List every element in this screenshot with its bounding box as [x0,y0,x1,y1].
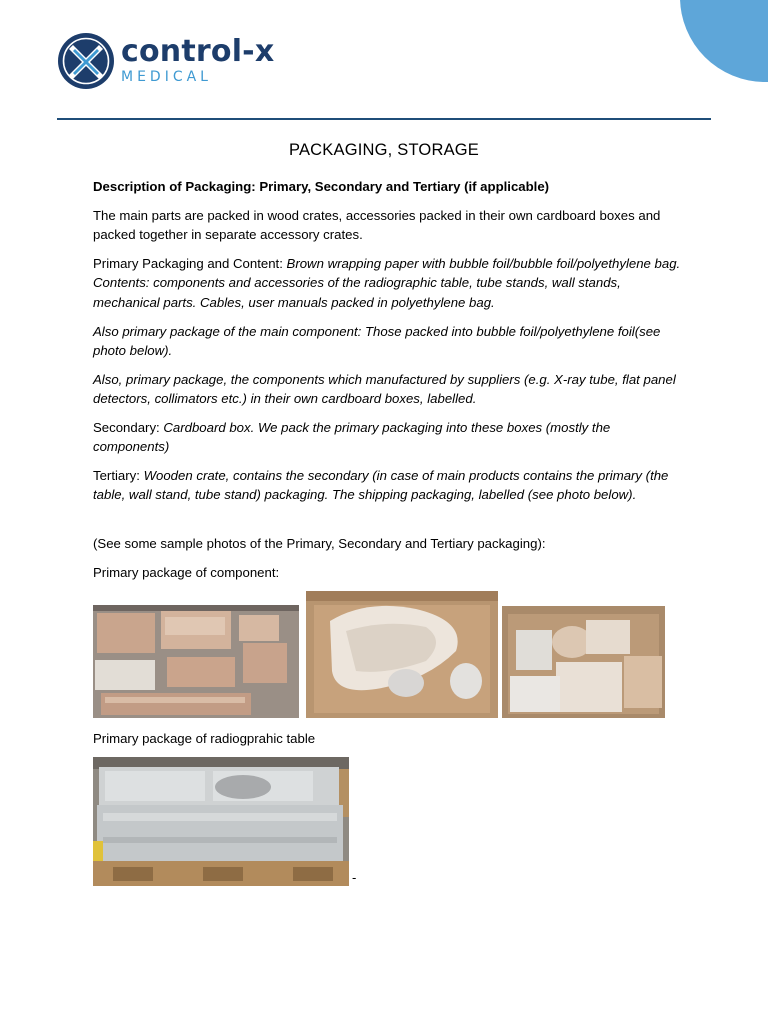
primary-label: Primary Packaging and Content: [93,256,287,271]
photo-box-bubble-wrap [306,591,498,718]
tertiary-paragraph [93,466,683,505]
sample-note: (See some sample photos of the Primary, Secondary and Tertiary packaging): [93,536,546,551]
caption-component: Primary package of component: [93,565,280,580]
secondary-label: Secondary: [93,420,164,435]
primary-text: Brown wrapping paper with bubble foil/bubble foil/polyethylene bag. Contents: components and accessories of the radiographic table, tube stands, wall stands, mechanical parts. Cables, user manuals packed in polyethylene bag. [93,256,681,310]
intro-paragraph: The main parts are packed in wood crates, accessories packed in their own cardboard boxes and packed together in separate accessory crates. [93,208,661,243]
also-main-paragraph: Also primary package of the main component: Those packed into bubble foil/polyethylene foil(see photo below). [93,324,661,359]
photo-wrapped-components [93,605,299,718]
caption-table: Primary package of radiogprahic table [93,731,316,746]
tertiary-label: Tertiary: [93,468,144,483]
logo-subtitle: MEDICAL [121,69,212,85]
header-divider [57,118,711,120]
company-logo [57,32,274,90]
photo-box-mixed-packages [502,606,665,718]
logo-x-icon [57,32,115,90]
corner-decoration [680,0,768,82]
logo-wordmark: control-x [121,34,275,69]
section-heading: Description of Packaging: Primary, Secondary and Tertiary (if applicable) [93,179,550,194]
secondary-paragraph [93,418,683,457]
also-suppliers-paragraph: Also, primary package, the components which manufactured by suppliers (e.g. X-ray tube, flat panel detectors, collimators etc.) in their own cardboard boxes, labelled. [93,372,676,407]
photo-radiographic-table [93,757,349,886]
tertiary-text: Wooden crate, contains the secondary (in case of main products contains the primary (the table, wall stand, tube stand) packaging. The shipping packaging, labelled (see photo below). [93,468,669,503]
secondary-text: Cardboard box. We pack the primary packaging into these boxes (mostly the components) [93,420,611,455]
primary-paragraph [93,254,683,312]
trailing-mark: - [352,870,357,885]
page-title: PACKAGING, STORAGE [288,141,480,159]
